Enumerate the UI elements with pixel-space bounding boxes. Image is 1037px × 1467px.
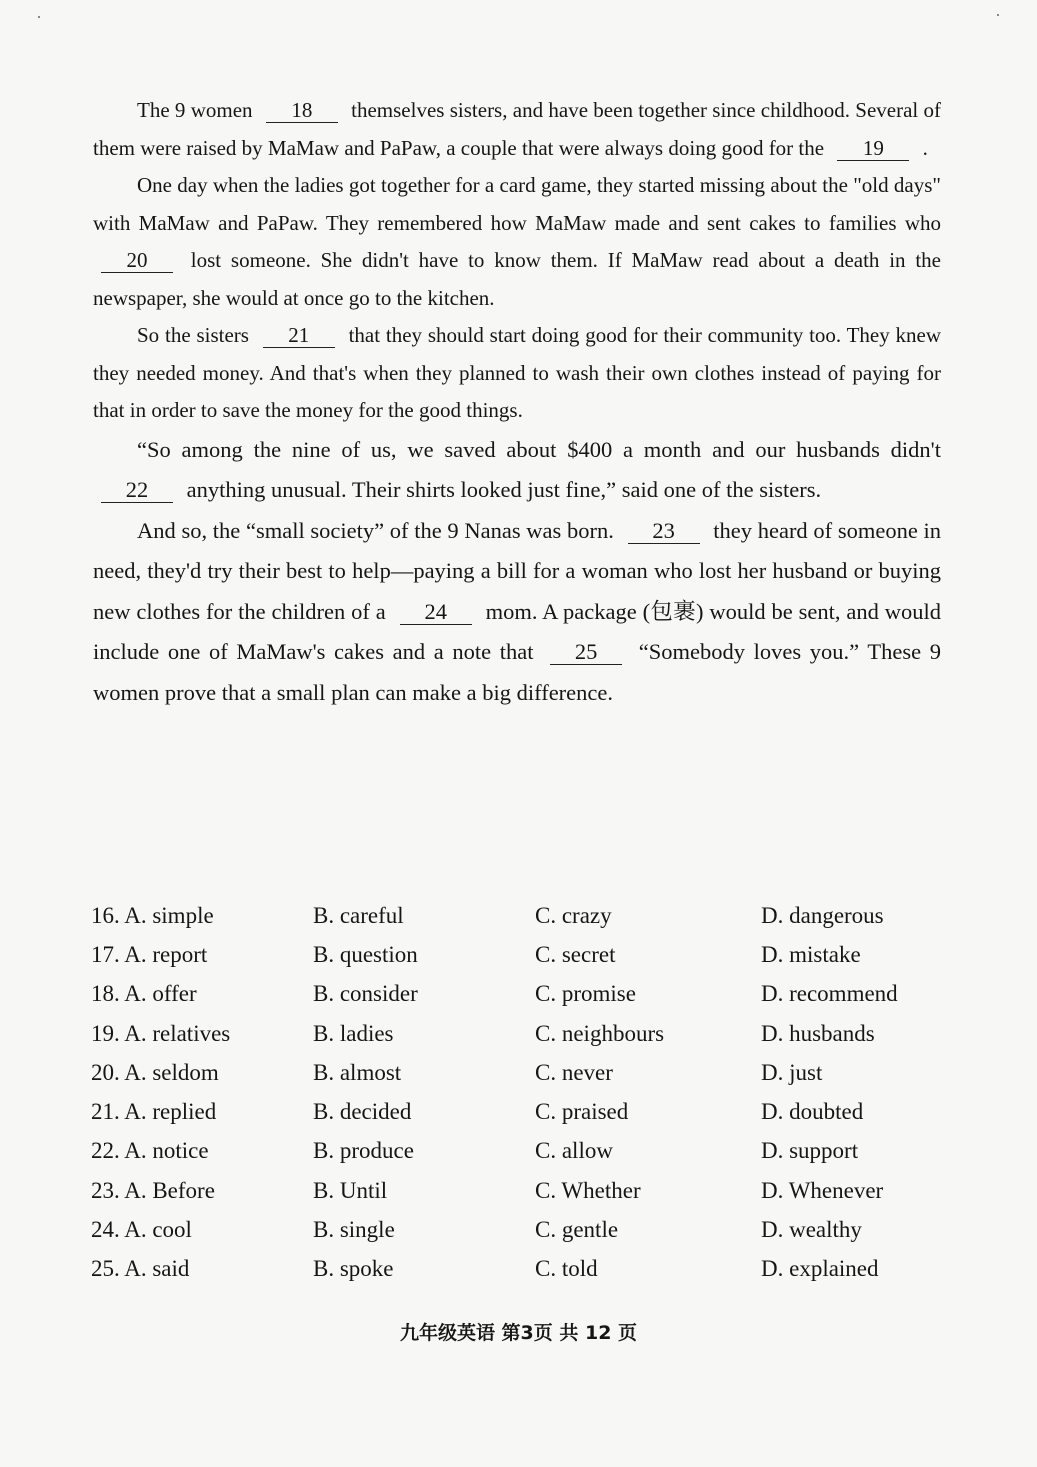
option-b: B. ladies xyxy=(313,1020,394,1046)
question-number: 18. xyxy=(91,981,120,1007)
option-a-text: A. relatives xyxy=(124,1020,231,1046)
option-b: B. produce xyxy=(313,1138,414,1164)
option-a-text: A. offer xyxy=(124,981,197,1007)
passage-text: And so, the “small society” of the 9 Nanas was born. xyxy=(137,517,614,543)
passage-paragraph xyxy=(93,92,941,167)
option-a-text: A. replied xyxy=(124,1099,217,1125)
cloze-blank: 18 xyxy=(266,98,338,123)
option-a-text: A. notice xyxy=(124,1138,209,1164)
answer-options xyxy=(91,896,951,1289)
option-d: D. dangerous xyxy=(761,902,884,928)
cloze-passage xyxy=(93,92,941,713)
cloze-blank: 24 xyxy=(400,600,472,625)
question-number: 21. xyxy=(91,1099,120,1125)
option-c: C. never xyxy=(535,1059,613,1085)
page-footer: 九年级英语 第3页 共 12 页 xyxy=(399,1322,638,1344)
option-d: D. explained xyxy=(761,1256,879,1282)
cloze-blank: 21 xyxy=(263,323,335,348)
option-row xyxy=(91,1171,951,1210)
passage-text: “Somebody loves you.” These 9 women prove that a small plan can make a big difference. xyxy=(93,639,942,705)
option-c: C. neighbours xyxy=(535,1020,665,1046)
option-a xyxy=(91,981,313,1007)
option-b: B. single xyxy=(313,1217,395,1243)
passage-text: lost someone. She didn't have to know them. If MaMaw read about a death in the newspaper, she would at once go to the kitchen. xyxy=(93,248,941,310)
option-a-text: A. seldom xyxy=(124,1059,219,1085)
option-d: D. mistake xyxy=(761,941,861,967)
passage-text: “So among the nine of us, we saved about $400 a month and our husbands didn't xyxy=(137,436,941,462)
option-a-text: A. cool xyxy=(124,1217,192,1243)
passage-text: they heard of someone in need, they'd try their best to help—paying a bill for a woman who lost her husband or buying new clothes for the children of a xyxy=(93,517,942,624)
passage-paragraph xyxy=(93,317,941,430)
option-d: D. just xyxy=(761,1059,823,1085)
option-c: C. crazy xyxy=(535,902,612,928)
option-a xyxy=(91,1060,313,1086)
passage-text: One day when the ladies got together for a card game, they started missing about the "old days" with MaMaw and PaPaw. They remembered how MaMaw made and sent cakes to families who xyxy=(93,173,941,235)
option-row xyxy=(91,1132,951,1171)
passage-text: anything unusual. Their shirts looked just fine,” said one of the sisters. xyxy=(186,477,822,502)
passage-text: themselves sisters, and have been together since childhood. Several of them were raised by MaMaw and PaPaw, a couple that were always doing good for the xyxy=(93,98,942,160)
option-b: B. spoke xyxy=(313,1256,394,1282)
option-d: D. wealthy xyxy=(761,1217,862,1243)
option-a-text: A. report xyxy=(124,941,208,967)
option-c: C. told xyxy=(535,1256,598,1282)
option-a-text: A. Before xyxy=(124,1177,215,1203)
option-b: B. careful xyxy=(313,902,404,928)
passage-paragraph xyxy=(93,511,941,714)
question-number: 24. xyxy=(91,1217,120,1243)
option-d: D. Whenever xyxy=(761,1177,884,1203)
option-b: B. question xyxy=(313,941,418,967)
option-c: C. promise xyxy=(535,981,636,1007)
question-number: 17. xyxy=(91,941,120,967)
cloze-blank: 20 xyxy=(101,248,173,273)
question-number: 23. xyxy=(91,1177,120,1203)
option-c: C. allow xyxy=(535,1138,613,1164)
option-row xyxy=(91,1053,951,1092)
option-a-text: A. simple xyxy=(124,902,214,928)
cloze-blank: 22 xyxy=(101,478,173,503)
option-row xyxy=(91,1250,951,1289)
option-b: B. Until xyxy=(313,1177,388,1203)
passage-paragraph xyxy=(93,430,941,511)
question-number: 22. xyxy=(91,1138,120,1164)
passage-text: So the sisters xyxy=(137,323,249,347)
passage-paragraph xyxy=(93,167,941,317)
option-a xyxy=(91,1021,313,1047)
option-row xyxy=(91,1092,951,1131)
option-c: C. gentle xyxy=(535,1217,619,1243)
option-a xyxy=(91,1099,313,1125)
option-a xyxy=(91,903,313,929)
option-d: D. support xyxy=(761,1138,859,1164)
option-c: C. Whether xyxy=(535,1177,641,1203)
option-a-text: A. said xyxy=(124,1256,190,1282)
option-c: C. praised xyxy=(535,1099,629,1125)
passage-text: . xyxy=(922,135,928,160)
option-row xyxy=(91,935,951,974)
option-a xyxy=(91,1217,313,1243)
option-b: B. decided xyxy=(313,1099,412,1125)
scan-speck xyxy=(997,14,999,16)
option-row xyxy=(91,896,951,935)
passage-text: that they should start doing good for their community too. They knew they needed money. And that's when they planned to wash their own clothes instead of paying for that in order to save the money for the good things. xyxy=(93,323,942,422)
option-row xyxy=(91,1014,951,1053)
question-number: 25. xyxy=(91,1256,120,1282)
option-row xyxy=(91,975,951,1014)
option-d: D. husbands xyxy=(761,1020,875,1046)
question-number: 19. xyxy=(91,1020,120,1046)
scan-speck xyxy=(38,16,40,18)
cloze-blank: 25 xyxy=(550,640,622,665)
option-d: D. recommend xyxy=(761,981,898,1007)
cloze-blank: 19 xyxy=(837,136,909,161)
cloze-blank: 23 xyxy=(628,519,700,544)
option-a xyxy=(91,1178,313,1204)
question-number: 16. xyxy=(91,902,120,928)
option-a xyxy=(91,942,313,968)
passage-text: The 9 women xyxy=(137,98,253,122)
option-d: D. doubted xyxy=(761,1099,864,1125)
option-b: B. consider xyxy=(313,981,418,1007)
option-a xyxy=(91,1256,313,1282)
passage-text: mom. A package (包裹) would be sent, and would include one of MaMaw's cakes and a note that xyxy=(93,598,942,664)
option-row xyxy=(91,1210,951,1249)
question-number: 20. xyxy=(91,1059,120,1085)
option-c: C. secret xyxy=(535,941,616,967)
option-a xyxy=(91,1138,313,1164)
option-b: B. almost xyxy=(313,1059,402,1085)
